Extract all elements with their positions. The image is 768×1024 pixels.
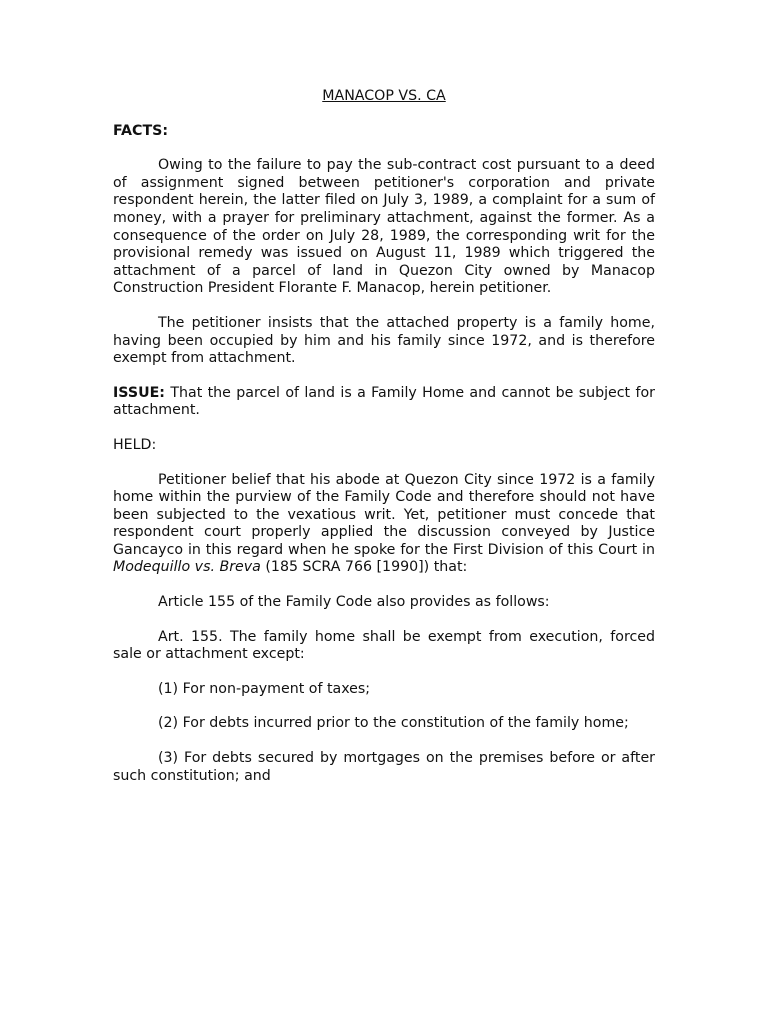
held-text-a: Petitioner belief that his abode at Quezon City since 1972 is a family home within the purview of the Family Code and therefore should not have been subjected to the vexatious writ. Yet, petitioner must concede that respondent court properly applied the discussion conveyed by Justice Gancayco in this regard when he spoke for the First Division of this Court in [113, 471, 655, 558]
case-citation: Modequillo vs. Breva [113, 559, 261, 576]
document-title: MANACOP VS. CA [322, 88, 446, 104]
article-intro: Article 155 of the Family Code also provides as follows: [158, 594, 550, 611]
article-155: Art. 155. The family home shall be exempt from execution, forced sale or attachment except: [113, 628, 655, 663]
document-page [113, 88, 655, 802]
issue-label: ISSUE: [113, 384, 165, 401]
facts-paragraph-1: Owing to the failure to pay the sub-contract cost pursuant to a deed of assignment signed between petitioner's corporation and private respondent herein, the latter filed on July 3, 1989, a complaint for a sum of money, with a prayer for preliminary attachment, against the former. As a consequence of the order on July 28, 1989, the corresponding writ for the provisional remedy was issued on August 11, 1989 which triggered the attachment of a parcel of land in Quezon City owned by Manacop Construction President Florante F. Manacop, herein petitioner. [113, 157, 655, 297]
issue-text: That the parcel of land is a Family Home and cannot be subject for attachment. [113, 384, 655, 419]
facts-paragraph-2: The petitioner insists that the attached property is a family home, having been occupied by him and his family since 1972, and is therefore exempt from attachment. [113, 314, 655, 367]
issue-paragraph [113, 385, 655, 420]
held-heading: HELD: [113, 436, 157, 453]
exception-item-2: (2) For debts incurred prior to the constitution of the family home; [158, 715, 629, 732]
facts-heading: FACTS: [113, 122, 169, 139]
exception-item-3: (3) For debts secured by mortgages on the premises before or after such constitution; and [113, 750, 655, 784]
exception-item-1: (1) For non-payment of taxes; [158, 680, 371, 697]
held-text-b: (185 SCRA 766 [1990]) that: [260, 559, 468, 576]
held-paragraph-1 [113, 472, 655, 578]
